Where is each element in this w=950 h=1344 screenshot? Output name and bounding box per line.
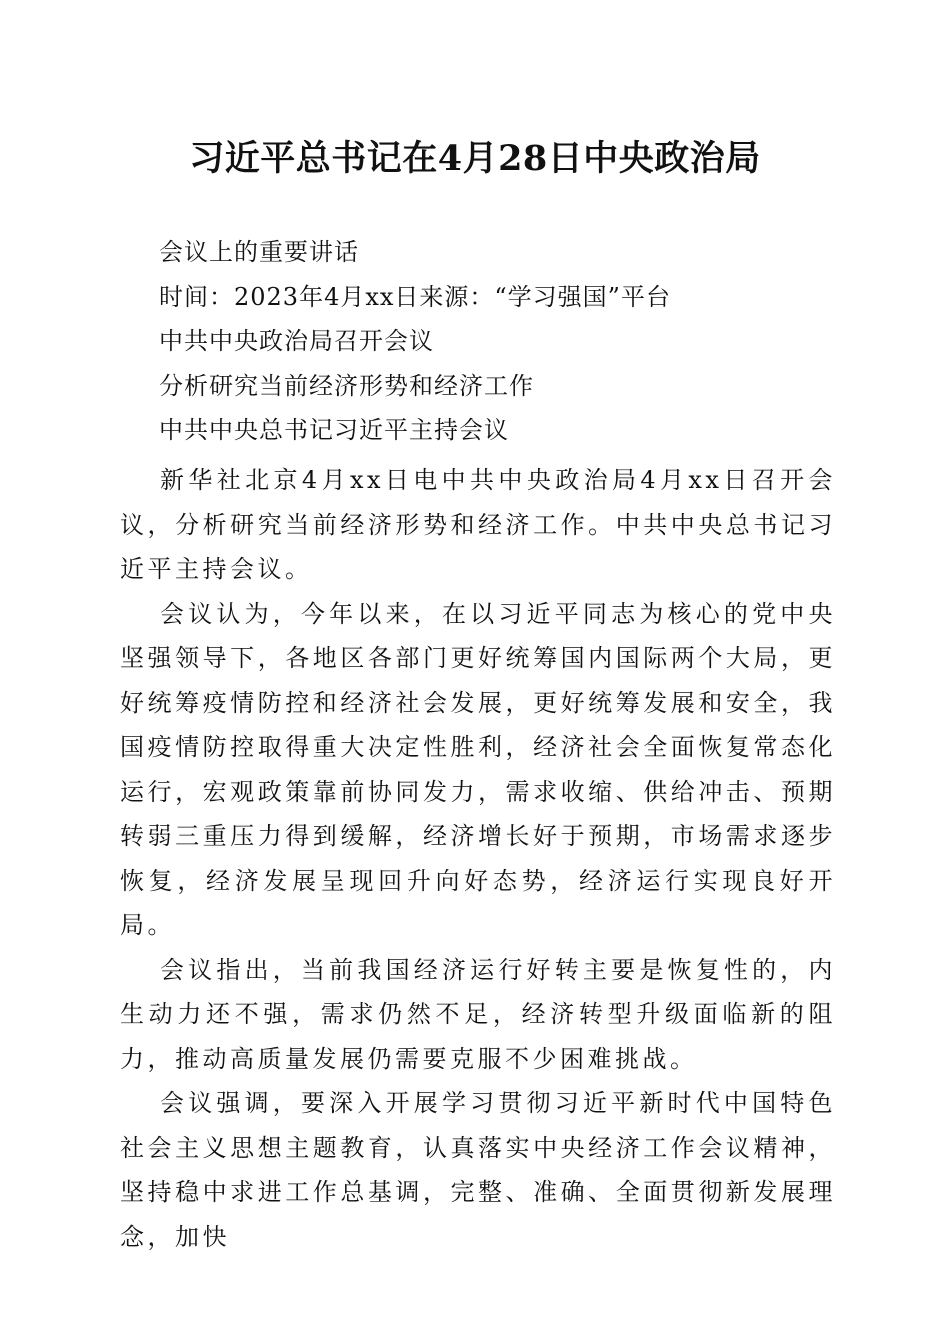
body-paragraph: 会议认为，今年以来，在以习近平同志为核心的党中央坚强领导下，各地区各部门更好统筹国内国际两个大局，更好统筹疫情防控和经济社会发展，更好统筹发展和安全，我国疫情防控取得重大决定性胜利，经济社会全面恢复常态化运行，宏观政策靠前协同发力，需求收缩、供给冲击、预期转弱三重压力得到缓解，经济增长好于预期，市场需求逐步恢复，经济发展呈现回升向好态势，经济运行实现良好开局。 [120, 599, 836, 939]
subtitle-line: 会议上的重要讲话 [159, 238, 359, 266]
document-title: 习近平总书记在4月28日中央政治局 [189, 138, 761, 179]
body-paragraph: 新华社北京4月xx日电中共中央政治局4月xx日召开会议，分析研究当前经济形势和经济工作。中共中央总书记习近平主持会议。 [120, 466, 836, 583]
source-line: 时间：2023年4月xx日来源：“学习强国”平台 [159, 283, 671, 311]
body-paragraph: 会议强调，要深入开展学习贯彻习近平新时代中国特色社会主义思想主题教育，认真落实中央经济工作会议精神，坚持稳中求进工作总基调，完整、准确、全面贯彻新发展理念，加快 [120, 1089, 836, 1251]
headline-line-3: 中共中央总书记习近平主持会议 [159, 416, 509, 444]
headline-line-2: 分析研究当前经济形势和经济工作 [159, 372, 534, 400]
body-paragraph: 会议指出，当前我国经济运行好转主要是恢复性的，内生动力还不强，需求仍然不足，经济转型升级面临新的阻力，推动高质量发展仍需要克服不少困难挑战。 [120, 955, 836, 1073]
document-body [120, 458, 836, 1259]
headline-line-1: 中共中央政治局召开会议 [159, 327, 434, 355]
